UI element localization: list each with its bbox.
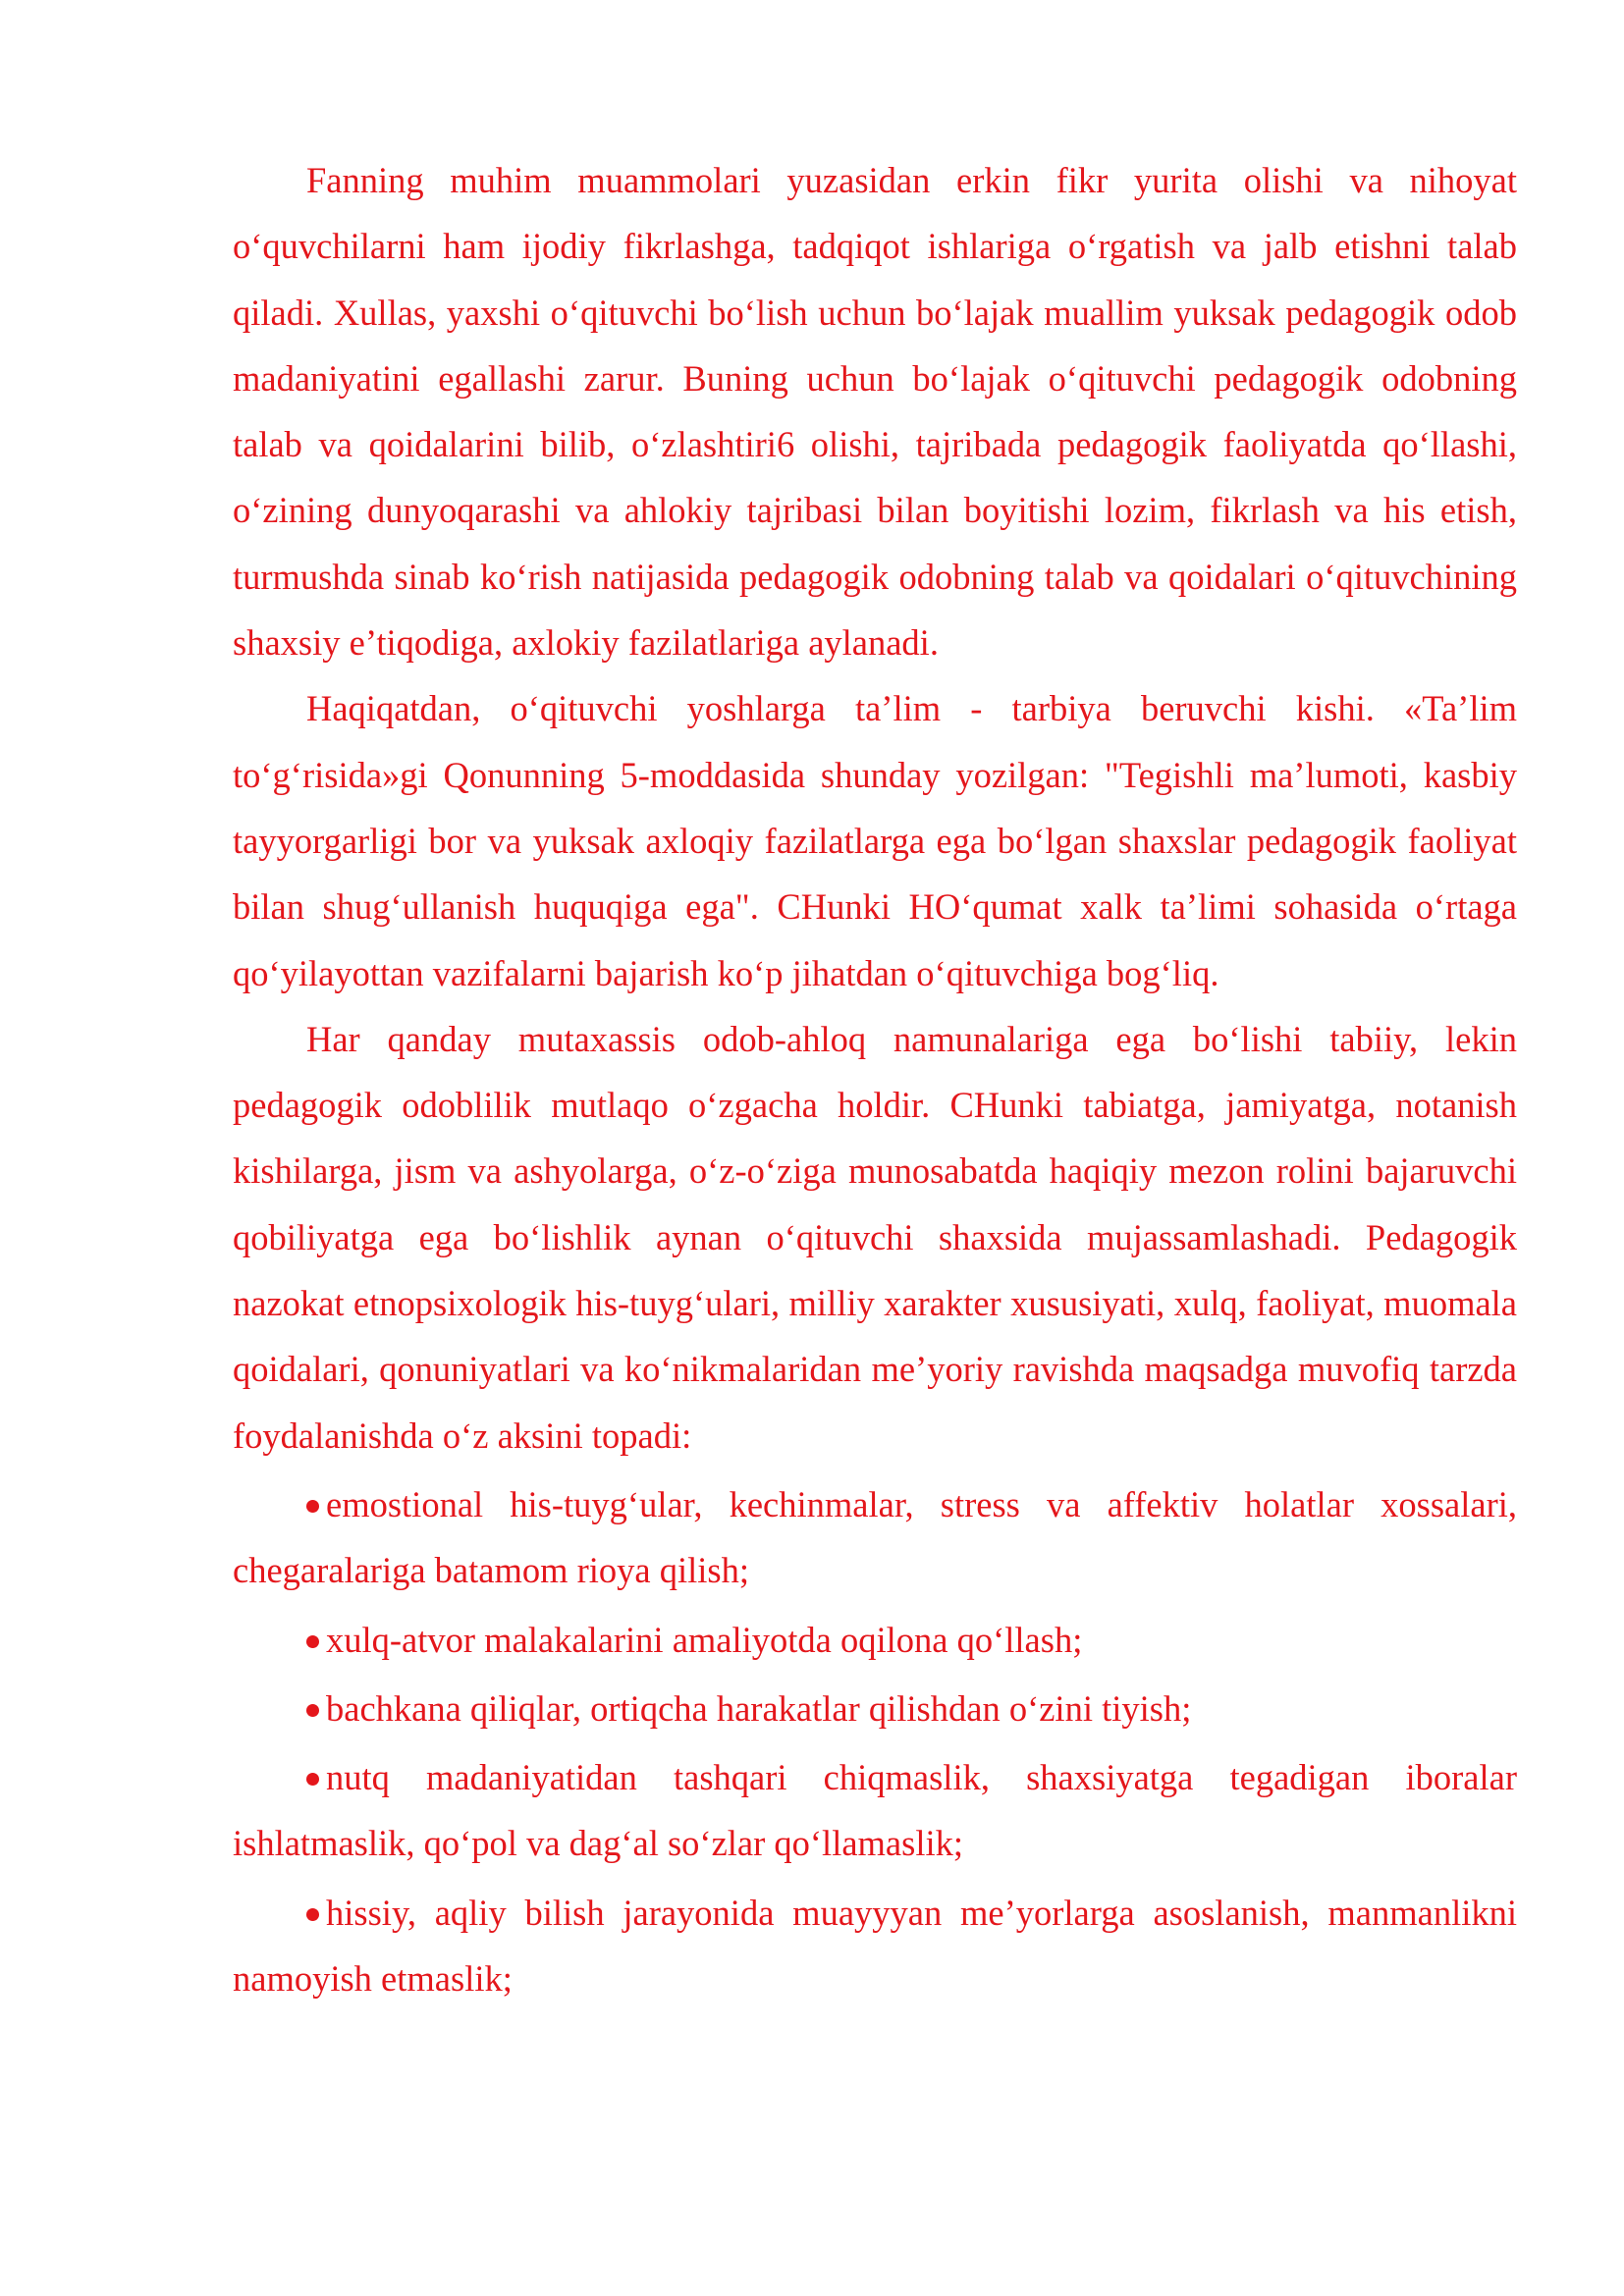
bullet-dot-icon [306, 1773, 319, 1786]
bullet-item-5 [233, 1880, 1517, 2012]
bullet-dot-icon [306, 1704, 319, 1717]
bullet-dot-icon [306, 1635, 319, 1648]
bullet-text: nutq madaniyatidan tashqari chiqmaslik, shaxsiyatga tegadigan iboralar ishlatmaslik, qo‘pol va dag‘al so‘zlar qo‘llamaslik; [233, 1757, 1517, 1864]
document-page [233, 147, 1517, 2011]
bullet-item-4 [233, 1744, 1517, 1877]
paragraph-1: Fanning muhim muammolari yuzasidan erkin fikr yurita olishi va nihoyat o‘quvchilarni ham ijodiy fikrlashga, tadqiqot ishlariga o‘rgatish va jalb etishni talab qiladi. Xullas, yaxshi o‘qituvchi bo‘lish uchun bo‘lajak muallim yuksak pedagogik odob madaniyatini egallashi zarur. Buning uchun bo‘lajak o‘qituvchi pedagogik odobning talab va qoidalarini bilib, o‘zlashtiri6 olishi, tajribada pedagogik faoliyatda qo‘llashi, o‘zining dunyoqarashi va ahlokiy tajribasi bilan boyitishi lozim, fikrlash va his etish, turmushda sinab ko‘rish natijasida pedagogik odobning talab va qoidalari o‘qituvchining shaxsiy e’tiqodiga, axlokiy fazilatlariga aylanadi. [233, 160, 1517, 664]
paragraph-2: Haqiqatdan, o‘qituvchi yoshlarga ta’lim - tarbiya beruvchi kishi. «Ta’lim to‘g‘risida»gi Qonunning 5-moddasida shunday yozilgan: "Tegishli ma’lumoti, kasbiy tayyorgarligi bor va yuksak axloqiy fazilatlarga ega bo‘lgan shaxslar pedagogik faoliyat bilan shug‘ullanish huquqiga ega". CHunki HO‘qumat xalk ta’limi sohasida o‘rtaga qo‘yilayottan vazifalarni bajarish ko‘p jihatdan o‘qituvchiga bog‘liq. [233, 688, 1517, 993]
paragraph-3: Har qanday mutaxassis odob-ahloq namunalariga ega bo‘lishi tabiiy, lekin pedagogik odoblilik mutlaqo o‘zgacha holdir. CHunki tabiatga, jamiyatga, notanish kishilarga, jism va ashyolarga, o‘z-o‘ziga munosabatda haqiqiy mezon rolini bajaruvchi qobiliyatga ega bo‘lishlik aynan o‘qituvchi shaxsida mujassamlashadi. Pedagogik nazokat etnopsixologik his-tuyg‘ulari, milliy xarakter xususiyati, xulq, faoliyat, muomala qoidalari, qonuniyatlari va ko‘nikmalaridan me’yoriy ravishda maqsadga muvofiq tarzda foydalanishda o‘z aksini topadi: [233, 1018, 1517, 1456]
bullet-item-2 [233, 1607, 1517, 1673]
bullet-item-3 [233, 1676, 1517, 1741]
bullet-text: bachkana qiliqlar, ortiqcha harakatlar qilishdan o‘zini tiyish; [326, 1687, 1192, 1729]
bullet-text: hissiy, aqliy bilish jarayonida muayyyan me’yorlarga asoslanish, manmanlikni namoyish etmaslik; [233, 1892, 1517, 2000]
bullet-text: xulq-atvor malakalarini amaliyotda oqilona qo‘llash; [326, 1619, 1083, 1660]
bullet-text: emostional his-tuyg‘ular, kechinmalar, stress va affektiv holatlar xossalari, chegaralariga batamom rioya qilish; [233, 1483, 1517, 1591]
bullet-dot-icon [306, 1908, 319, 1921]
bullet-dot-icon [306, 1500, 319, 1513]
bullet-item-1 [233, 1471, 1517, 1604]
